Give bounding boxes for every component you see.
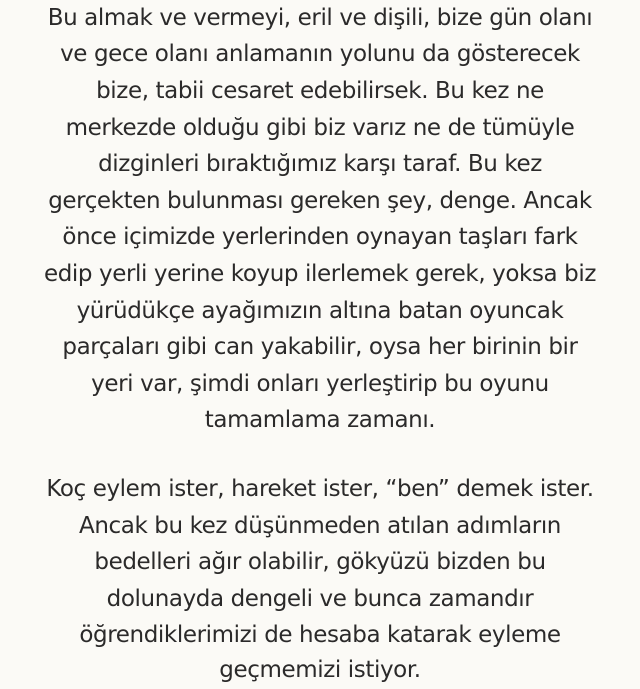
text-line: dolunayda dengeli ve bunca zamandır (106, 586, 534, 612)
text-line: öğrendiklerimizi de hesaba katarak eyleme (79, 622, 561, 648)
text-line: Ancak bu kez düşünmeden atılan adımların (79, 513, 561, 539)
text-line: yürüdükçe ayağımızın altına batan oyuncak (76, 298, 564, 324)
text-line: tamamlama zamanı. (204, 407, 436, 433)
text-line: gerçekten bulunması gereken şey, denge. Ancak (48, 188, 592, 214)
text-line: bedelleri ağır olabilir, gökyüzü bizden bu (94, 549, 546, 575)
text-line: merkezde olduğu gibi biz varız ne de tümüyle (65, 115, 575, 141)
text-line: önce içimizde yerlerinden oynayan taşları fark (62, 224, 578, 250)
text-line: Koç eylem ister, hareket ister, “ben” demek ister. (46, 476, 594, 502)
text-line: Bu almak ve vermeyi, eril ve dişili, bize gün olanı (47, 5, 593, 31)
text-line: geçmemizi istiyor. (219, 657, 421, 683)
text-line: dizginleri bıraktığımız karşı taraf. Bu kez (98, 151, 542, 177)
text-line: ve gece olanı anlamanın yolunu da gösterecek (60, 41, 580, 67)
text-line: edip yerli yerine koyup ilerlemek gerek, yoksa biz (43, 261, 597, 287)
text-line: parçaları gibi can yakabilir, oysa her birinin bir (62, 334, 578, 360)
text-line: yeri var, şimdi onları yerleştirip bu oyunu (91, 371, 549, 397)
text-line: bize, tabii cesaret edebilirsek. Bu kez ne (96, 78, 544, 104)
